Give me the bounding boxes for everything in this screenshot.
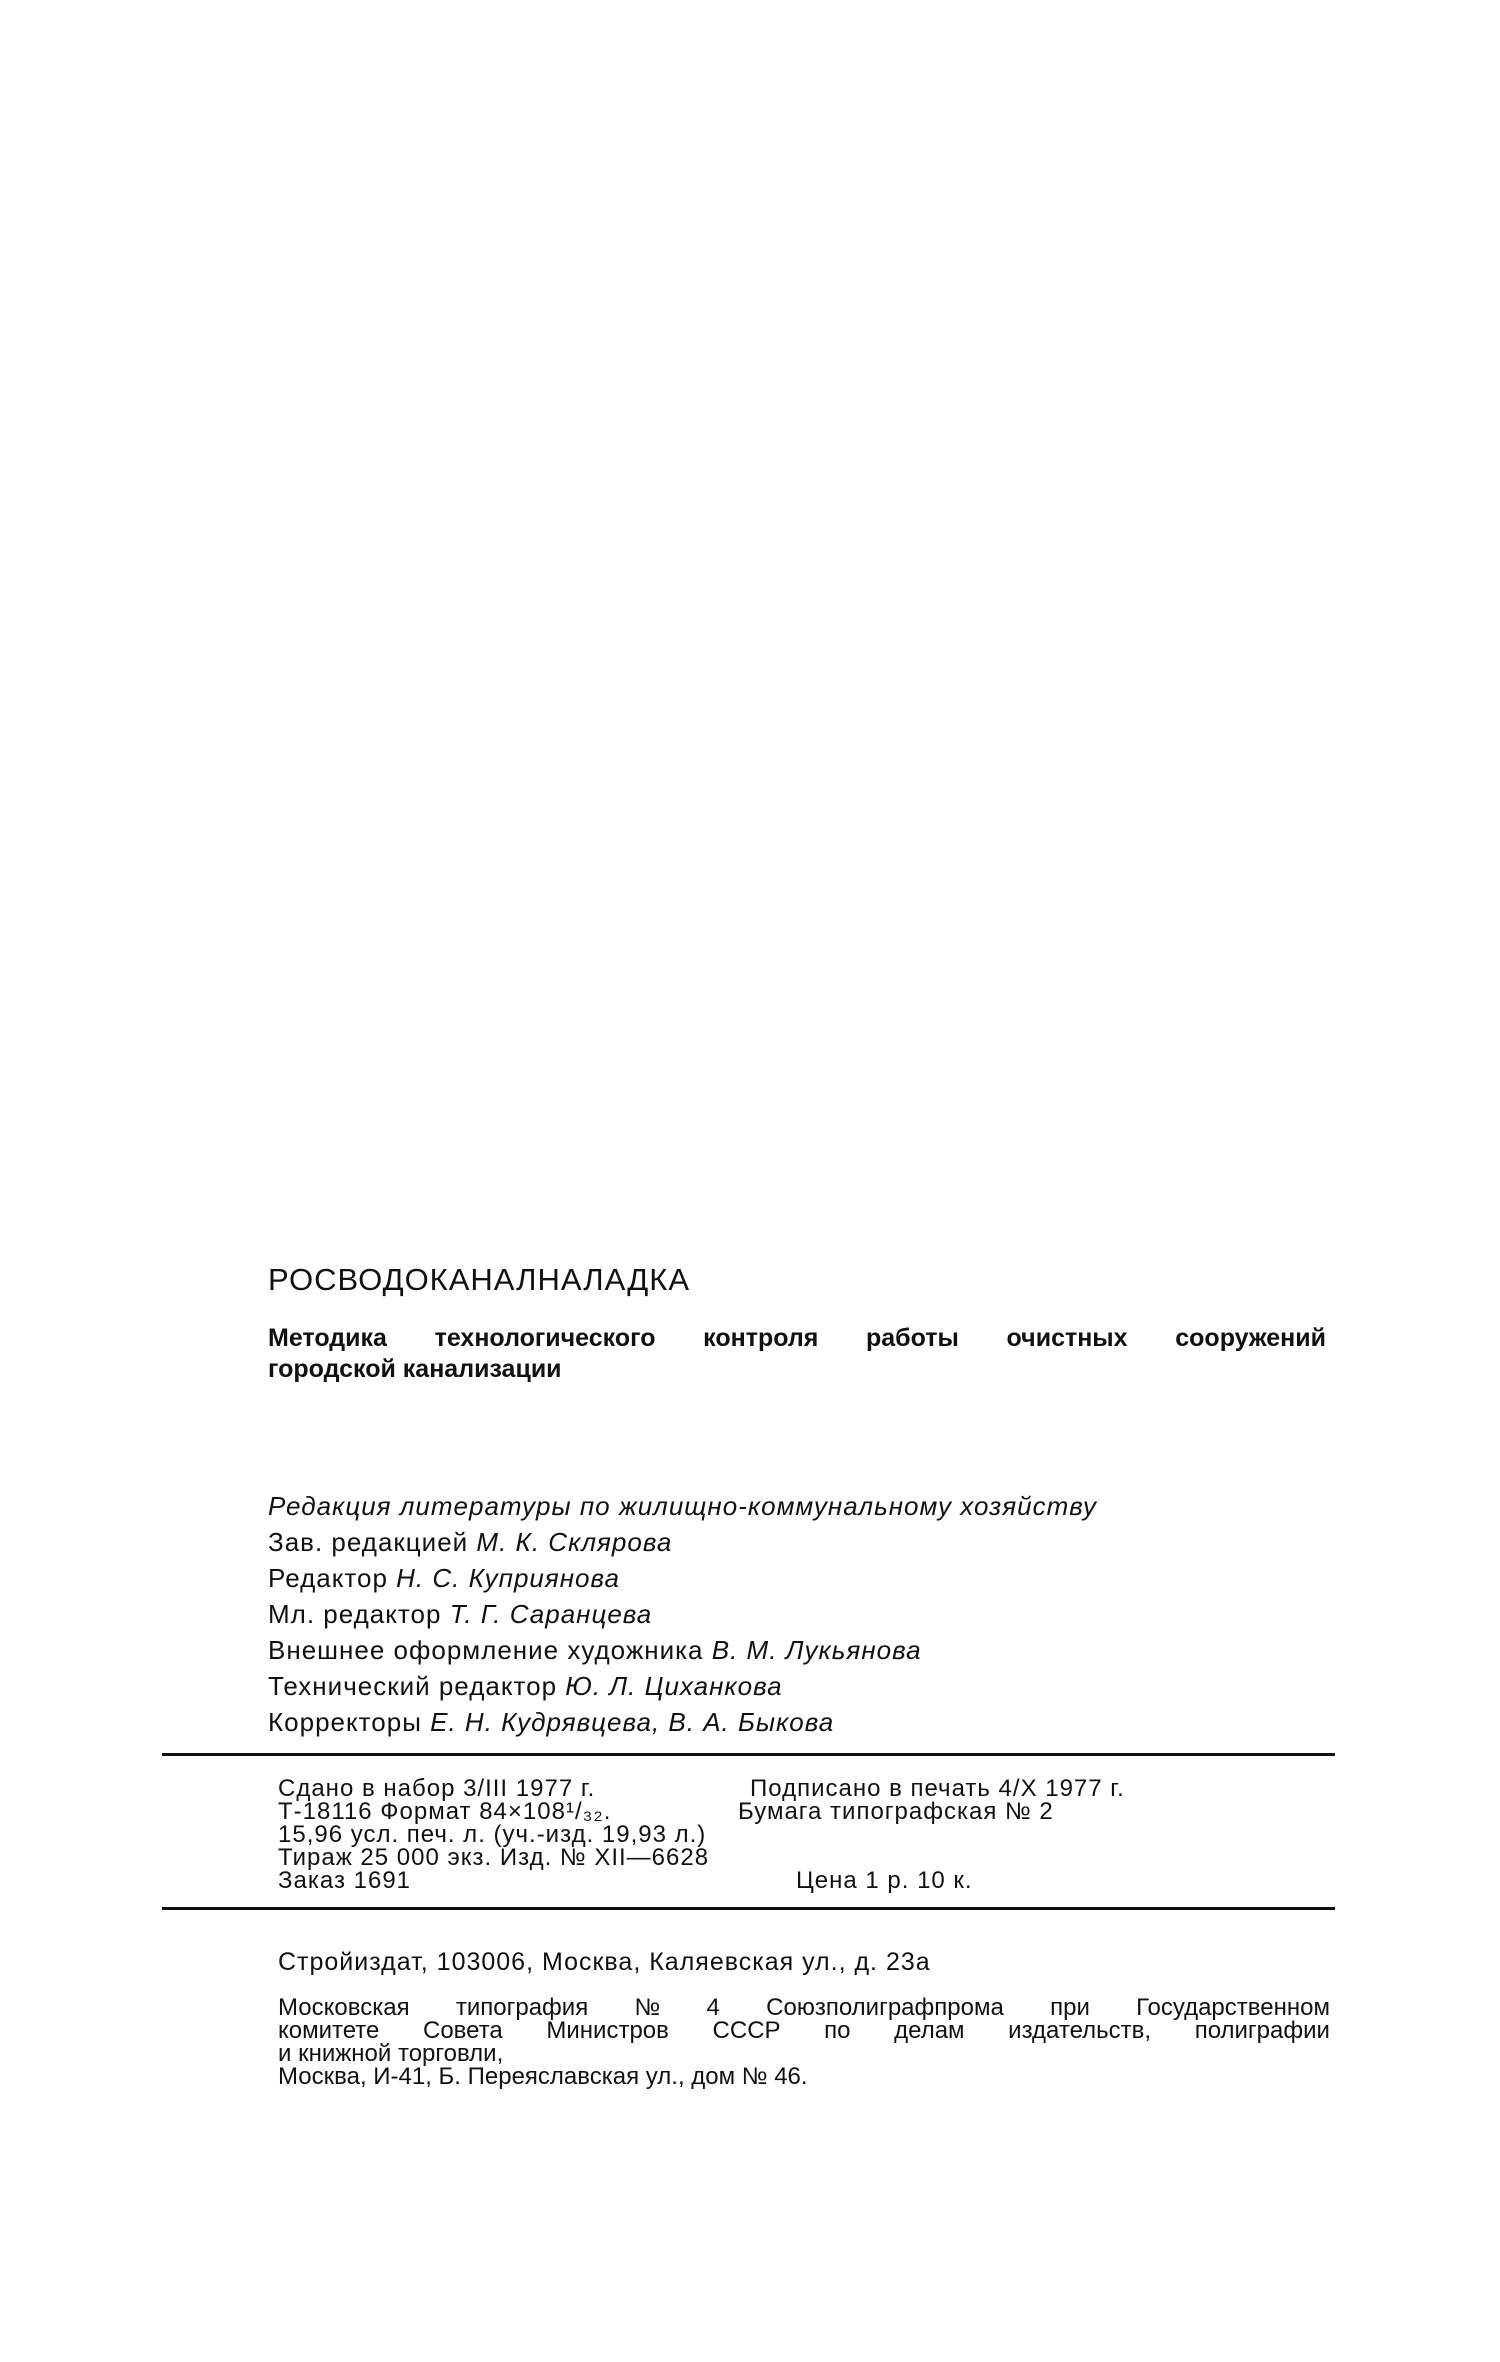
imprint-row [278,1823,1338,1846]
title-word: Методика [268,1324,387,1352]
credit-line [268,1596,1348,1632]
printer-word: Министров [546,2017,669,2044]
printer-word: по [824,2017,851,2044]
printer-word: № [634,1994,661,2021]
credit-role: Внешнее оформление художника [268,1635,704,1665]
book-title [268,1323,1326,1385]
printer-word: СССР [712,2017,781,2044]
order-number: Заказ 1691 [278,1867,412,1894]
imprint-row [278,1777,1338,1800]
format-info: Т-18116 Формат 84×108¹/₃₂. [278,1798,612,1825]
edition-name: Редакция литературы по жилищно-коммунальному хозяйству [268,1491,1097,1521]
printer-word: Союзполиграфпрома [766,1994,1004,2021]
printer-line-1 [278,1996,1330,2019]
credit-role: Мл. редактор [268,1599,442,1629]
printer-word: 4 [706,1994,720,2021]
credit-line [268,1632,1348,1668]
price: Цена 1 р. 10 к. [796,1867,973,1894]
paper-info: Бумага типографская № 2 [738,1798,1054,1825]
credit-name: М. К. Склярова [476,1527,673,1557]
organization-name: РОСВОДОКАНАЛНАЛАДКА [268,1262,691,1297]
printer-word: делам [894,2017,965,2044]
imprint-row [278,1800,1338,1823]
divider-rule-top [162,1753,1335,1756]
signed-to-print-date: Подписано в печать 4/X 1977 г. [750,1775,1125,1802]
print-run-info: Тираж 25 000 экз. Изд. № XII—6628 [278,1844,710,1871]
sheets-info: 15,96 усл. печ. л. (уч.-изд. 19,93 л.) [278,1821,707,1848]
title-word: сооружений [1175,1324,1326,1352]
printer-word: Московская [278,1994,410,2021]
credit-line [268,1668,1348,1704]
title-word: технологического [434,1324,656,1352]
title-word: очистных [1006,1324,1128,1352]
credit-line [268,1704,1348,1740]
title-word: контроля [703,1324,819,1352]
typeset-date: Сдано в набор 3/III 1977 г. [278,1775,596,1802]
credits-block [268,1488,1348,1740]
credit-name: Н. С. Куприянова [396,1563,620,1593]
imprint-block [278,1777,1338,1892]
credit-name: Ю. Л. Циханкова [565,1671,783,1701]
printer-word: комитете [278,2017,380,2044]
divider-rule-bottom [162,1907,1335,1910]
printer-word: типография [455,1994,589,2021]
printer-word: Государственном [1136,1994,1330,2021]
printer-word: издательств, [1008,2017,1152,2044]
printer-word: при [1050,1994,1090,2021]
publisher-address: Стройиздат, 103006, Москва, Каляевская ул., д. 23а [278,1948,931,1976]
imprint-row [278,1846,1338,1869]
credit-role: Технический редактор [268,1671,558,1701]
credit-role: Зав. редакцией [268,1527,469,1557]
book-title-line-2: городской канализации [268,1355,562,1383]
title-word: работы [866,1324,959,1352]
printer-info [278,1996,1330,2088]
imprint-row [278,1869,1338,1892]
printer-word: Совета [423,2017,503,2044]
book-title-line-1 [268,1323,1326,1354]
credit-name: В. М. Лукьянова [711,1635,922,1665]
credit-name: Т. Г. Саранцева [449,1599,653,1629]
credit-role: Редактор [268,1563,388,1593]
printer-word: полиграфии [1194,2017,1330,2044]
credit-line [268,1560,1348,1596]
credit-role: Корректоры [268,1707,422,1737]
printer-line-2 [278,2019,1330,2042]
credit-line [268,1524,1348,1560]
printer-line-3: и книжной торговли, [278,2040,504,2067]
credit-name: Е. Н. Кудрявцева, В. А. Быкова [430,1707,835,1737]
printer-address: Москва, И-41, Б. Переяславская ул., дом № 46. [278,2063,808,2090]
